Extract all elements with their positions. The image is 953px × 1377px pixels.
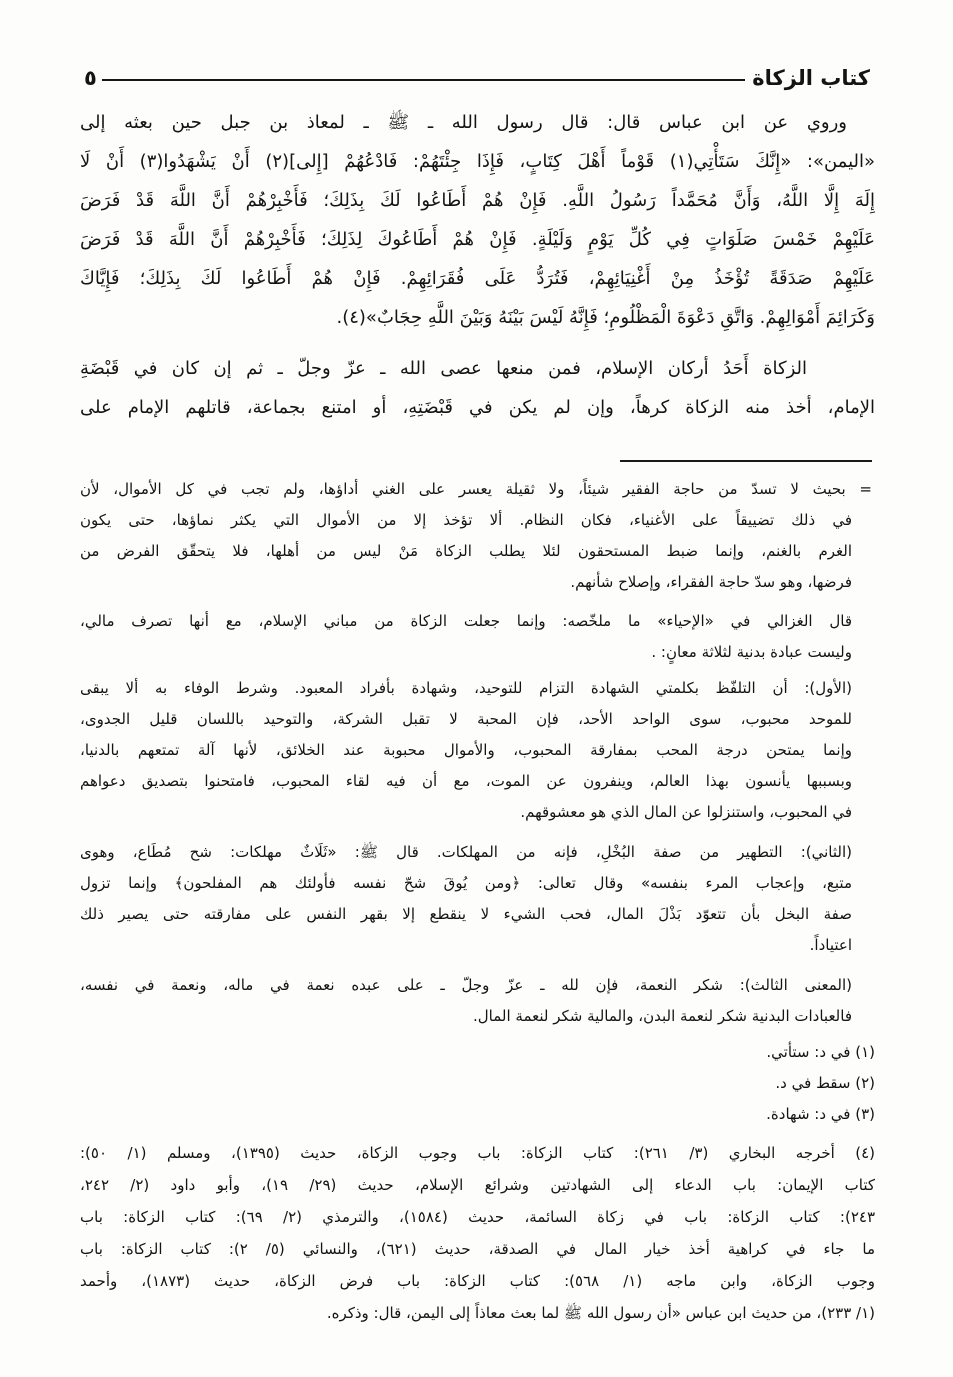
text-line: إِلَهَ إِلَّا اللَّهُ، وَأَنَّ مُحَمَّداً رَسُولُ اللَّهِ. فَإِنْ هُمْ أَطَاعُوا لَكَ بِذَلِكَ؛ فَأَخْبِرْهُمْ أَنَّ اللَّهَ قَدْ فَرَضَ (80, 190, 875, 211)
footnote-line: صفة البخل بأن تتعوّد بَذْلَ المال، فحب الشيء لا ينقطع إلا بقهر النفس على مفارقته حتى يصير ذلك (80, 905, 852, 923)
text-line: وَكَرَائِمَ أَمْوَالِهِمْ. وَاتَّقِ دَعْوَةَ الْمَظْلُومِ؛ فَإِنَّهُ لَيْسَ بَيْنَهُ وَبَيْنَ اللَّهِ حِجَابٌ»(٤). (336, 307, 875, 328)
text-line: عَلَيْهِمْ صَدَقَةً تُؤْخَذُ مِنْ أَغْنِيَائِهِمْ، فَتُرَدُّ عَلَى فُقَرَائِهِمْ. فَإِنْ هُمْ أَطَاعُوا لَكَ بِذَلِكَ؛ فَإِيَّاكَ (80, 268, 875, 289)
footnote-line: وإنما يمتحن درجة المحب بمفارقة المحبوب، والأموال محبوبة عند الخلائق، لأنها آلة تمتعهم بالدنيا، (80, 741, 852, 759)
footnote-3: (٣) في د: شهادة. (766, 1105, 875, 1123)
footnote-line: وليست عبادة بدنية لثلاثة معانٍ: . (651, 643, 852, 661)
footnote-ghazali-intro (80, 606, 852, 668)
footnote-line: (٤) أخرجه البخاري (٣/ ٢٦١): كتاب الزكاة: باب وجوب الزكاة، حديث (١٣٩٥)، ومسلم (١/ ٥٠): (80, 1144, 876, 1162)
text-line: عَلَيْهِمْ خَمْسَ صَلَوَاتٍ فِي كُلِّ يَوْمٍ وَلَيْلَةٍ. فَإِنْ هُمْ أَطَاعُوكَ لِذَلِكَ؛ فَأَخْبِرْهُمْ أَنَّ اللَّهَ قَدْ فَرَضَ (80, 229, 875, 250)
footnote-1: (١) في د: ستأتي. (766, 1043, 875, 1061)
text-line: الزكاة أَحَدُ أركان الإسلام، فمن منعها عصى الله ـ عزّ وجلّ ـ ثم إن كان في قَبْضَةِ (80, 358, 807, 379)
footnote-line: في المحبوب، واستنزلوا عن المال الذي هو معشوقهم. (520, 803, 852, 821)
footnote-first-meaning (80, 673, 852, 828)
text-line: الإمام، أخذ منه الزكاة كرهاً، وإن لم يكن في قَبْضَتِهِ، أو امتنع بجماعة، قاتلهم الإمام على (80, 397, 875, 418)
footnote-line: (الثاني): التطهير من صفة البُخْلِ، فإنه من المهلكات. قال ﷺ: «ثَلَاثٌ مهلكات: شح مُطَاع، وهوى (80, 843, 852, 861)
running-title: كتاب الزكاة (752, 66, 870, 90)
footnote-line: فرضها، وهو سدّ حاجة الفقراء، وإصلاح شأنهم. (570, 573, 852, 591)
footnote-line: (المعنى الثالث): شكر النعمة، فإن لله ـ عزّ وجلّ ـ على عبده نعمة في ماله، ونعمة في نفسه، (80, 976, 852, 994)
footnote-line: (الأول): أن التلفّظ بكلمتي الشهادة التزام للتوحيد، وشهادة بأفراد المعبود. وشرط الوفاء به ألا يبقى (80, 679, 852, 697)
footnote-line: اعتياداً. (809, 936, 852, 954)
footnote-line: كتاب الإيمان: باب الدعاء إلى الشهادتين وشرائع الإسلام، حديث (٢٩/ ١٩)، وأبو داود (٢/ ٢٤٢، (80, 1176, 875, 1194)
page-number: ٥ (84, 66, 97, 90)
footnote-line: قال الغزالي في «الإحياء» ما ملخّصه: وإنما جعلت الزكاة من مباني الإسلام، مع أنها تصرف مالي، (80, 612, 852, 630)
footnote-2: (٢) سقط في د. (775, 1074, 875, 1092)
text-line: «اليمن»: «إِنَّكَ سَتَأْتِي(١) قَوْماً أَهْلَ كِتَابٍ، فَإِذَا جِئْتَهُمْ: فَادْعُهُمْ [إِلى](٢) أَنْ يَشْهَدُوا(٣) أَنْ لَا (80, 151, 875, 172)
footnote-line: في ذلك تضييقاً على الأغنياء، فكان النظام. ألا تؤخذ إلا من الأموال التي يكثر نماؤها، حتى يكون (80, 511, 852, 529)
footnote-separator (620, 460, 872, 462)
main-paragraph-1 (80, 103, 875, 337)
footnote-line: ٢٤٣): كتاب الزكاة: باب في زكاة السائمة، حديث (١٥٨٤)، والترمذي (٢/ ٦٩): كتاب الزكاة: باب (80, 1208, 876, 1226)
footnote-line: الغرم بالغنم، وإنما ضبط المستحقون لئلا يطلب الزكاة مَنْ ليس من أهلها، فلا يتحقّق الفرض من (80, 542, 852, 560)
footnote-line: للموحد محبوب، سوى الواحد الأحد، فإن المحبة لا تقبل الشركة، والتوحيد باللسان قليل الجدوى، (80, 710, 852, 728)
footnote-third-meaning (80, 970, 852, 1032)
footnotes-numbered (80, 1037, 875, 1130)
footnote-line: = بحيث لا تسدّ من حاجة الفقير شيئاً، ولا ثقيلة يعسر على الغني أداؤها، ولم تجب في كل الأموال، لأن (80, 480, 872, 498)
header-rule (102, 79, 745, 81)
footnote-line: وبسببها يأنسون بهذا العالم، وينفرون عن الموت، مع أن فيه لقاء المحبوب، فامتحنوا بتصديق دعواهم (80, 772, 852, 790)
footnote-line: وجوب الزكاة، وابن ماجه (١/ ٥٦٨): كتاب الزكاة: باب فرض الزكاة، حديث (١٨٧٣)، وأحمد (80, 1272, 875, 1290)
footnote-line: ما جاء في كراهية أخذ خيار المال في الصدقة، حديث (٦٢١)، والنسائي (٥/ ٢): كتاب الزكاة: باب (80, 1240, 875, 1258)
footnote-4 (80, 1137, 875, 1329)
text-line: وروي عن ابن عباس قال: قال رسول الله ـ ﷺ ـ لمعاذ بن جبل حين بعثه إلى (80, 112, 847, 133)
main-paragraph-2 (80, 349, 875, 427)
footnote-line: (١/ ٢٣٣)، من حديث ابن عباس «أن رسول الله ﷺ لما بعث معاذاً إلى اليمن، قال: وذكره. (326, 1304, 875, 1322)
footnote-second-meaning (80, 837, 852, 961)
footnote-line: فالعبادات البدنية شكر لنعمة البدن، والمالية شكر لنعمة المال. (473, 1007, 852, 1025)
footnote-continued (80, 474, 872, 598)
footnote-line: متبع، وإعجاب المرء بنفسه» وقال تعالى: ﴿ومن يُوقَ شحّ نفسه فأولئك هم المفلحون﴾ وإنما تزول (80, 874, 852, 892)
